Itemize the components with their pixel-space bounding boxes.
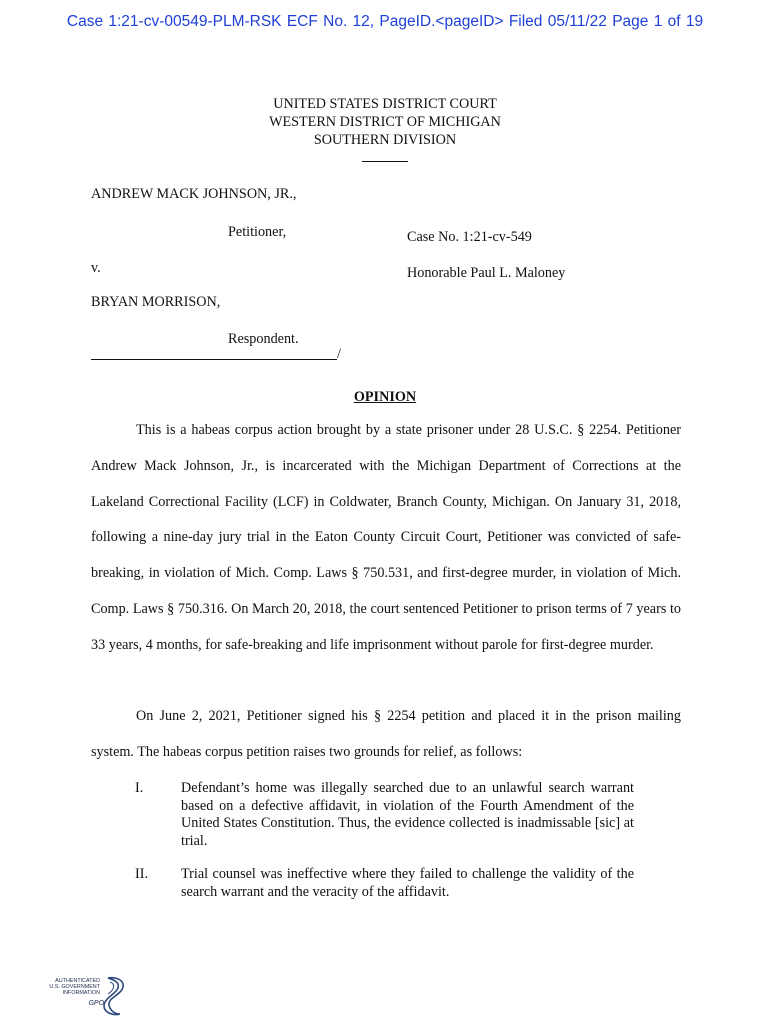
gpo-logo-line2: U.S. GOVERNMENT <box>49 984 100 990</box>
versus-label: v. <box>91 260 101 276</box>
caption-underline <box>91 347 337 360</box>
gpo-logo-line4: GPO <box>88 1000 104 1007</box>
court-district: WESTERN DISTRICT OF MICHIGAN <box>269 114 501 130</box>
court-name: UNITED STATES DISTRICT COURT <box>273 96 497 112</box>
opinion-heading: OPINION <box>353 389 417 405</box>
ground-number: II. <box>135 866 148 882</box>
court-heading <box>0 95 770 167</box>
case-number: Case No. 1:21-cv-549 <box>407 229 532 245</box>
court-divider <box>0 149 770 167</box>
petitioner-role: Petitioner, <box>228 224 287 240</box>
caption-slash: / <box>337 346 341 362</box>
ground-text: Defendant’s home was illegally searched due to an unlawful search warrant based on a defective affidavit, in violation of the Fourth Amendment of the United States Constitution. Thus, the evidence collected is inadmissable [sic] at trial. <box>181 780 634 849</box>
paragraph-1: This is a habeas corpus action brought by a state prisoner under 28 U.S.C. § 2254. Petitioner Andrew Mack Johnson, Jr., is incarcerated with the Michigan Department of Corrections at the Lakeland Correctional Facility (LCF) in Coldwater, Branch County, Michigan. On January 31, 2018, following a nine-day jury trial in the Eaton County Circuit Court, Petitioner was convicted of safe-breaking, in violation of Mich. Comp. Laws § 750.531, and first-degree murder, in violation of Mich. Comp. Laws § 750.316. On March 20, 2018, the court sentenced Petitioner to prison terms of 7 years to 33 years, 4 months, for safe-breaking and life imprisonment without parole for first-degree murder. <box>91 422 681 653</box>
judge-name: Honorable Paul L. Maloney <box>407 265 566 281</box>
respondent-role: Respondent. <box>228 331 299 347</box>
gpo-logo-line1: AUTHENTICATED <box>55 978 100 984</box>
eagle-wing-icon <box>108 982 114 994</box>
ground-number: I. <box>135 780 144 796</box>
court-division: SOUTHERN DIVISION <box>313 132 457 148</box>
eagle-swoosh-icon <box>104 978 123 1015</box>
gpo-authenticated-logo <box>44 974 128 1018</box>
ground-text: Trial counsel was ineffective where they failed to challenge the validity of the search warrant and the veracity of the affidavit. <box>181 866 634 900</box>
respondent-name: BRYAN MORRISON, <box>91 294 221 310</box>
petitioner-name: ANDREW MACK JOHNSON, JR., <box>91 186 297 202</box>
ecf-header-stamp: Case 1:21-cv-00549-PLM-RSK ECF No. 12, PageID.<pageID> Filed 05/11/22 Page 1 of 19 <box>66 13 704 30</box>
paragraph-2: On June 2, 2021, Petitioner signed his § 2254 petition and placed it in the prison mailing system. The habeas corpus petition raises two grounds for relief, as follows: <box>91 708 681 760</box>
gpo-logo-line3: INFORMATION <box>62 990 100 996</box>
